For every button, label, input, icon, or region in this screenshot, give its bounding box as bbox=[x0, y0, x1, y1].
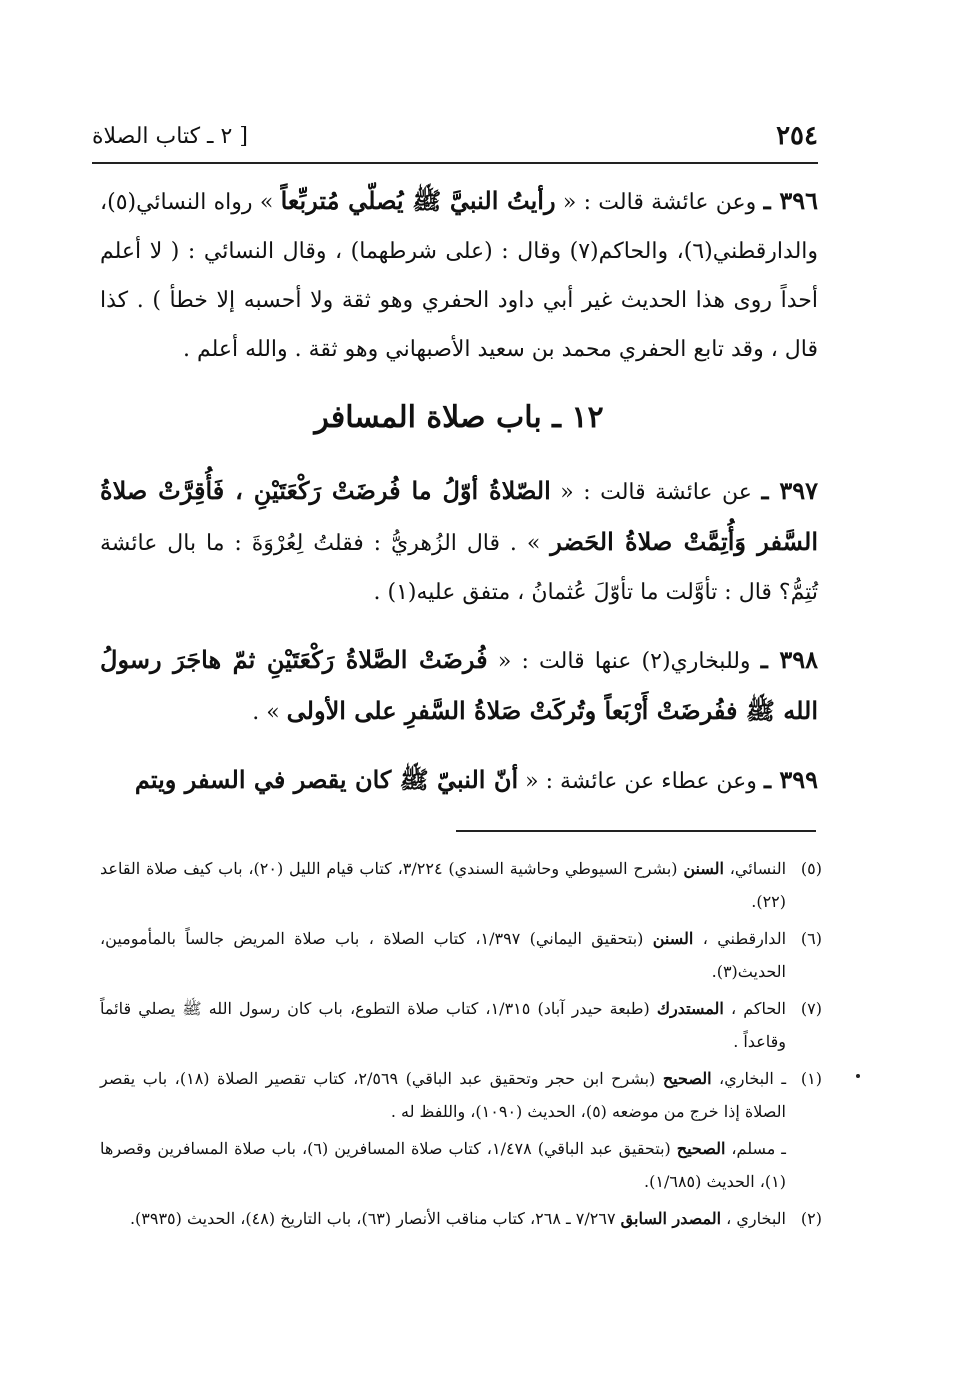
footnotes bbox=[100, 852, 822, 1239]
header-rule bbox=[92, 162, 818, 164]
footnote-work: السنن bbox=[683, 859, 724, 878]
footnote-mark: (٧) bbox=[800, 999, 822, 1018]
running-head: [ ٢ ـ كتاب الصلاة bbox=[92, 123, 248, 149]
footnote-text: (بشرح السيوطي وحاشية السندي) ٣/٢٢٤، كتاب قيام الليل (٢٠)، باب كيف صلاة القاعد (٢٢). bbox=[100, 859, 786, 911]
hadith-rest: » . قال الزُهريُّ : فقلتُ لِعُرْوَةَ : ما بال عائشة تُتِمُّ؟ قال : تأوَّلت ما تأوّلَ عُثمانُ ، متفق عليه(١) . bbox=[100, 531, 818, 605]
footnote-author: ـ البخاري، bbox=[719, 1069, 787, 1088]
footnote-author: ـ مسلم، bbox=[731, 1139, 786, 1158]
footnote-author: النسائي، bbox=[729, 859, 787, 878]
chapter-title: ١٢ ـ باب صلاة المسافر bbox=[314, 400, 604, 435]
page-header bbox=[92, 118, 818, 154]
hadith-quote: أنّ النبيّ ﷺ كان يقصر في السفر ويتم bbox=[134, 765, 519, 794]
hadith-quote: الصّلاةُ أوّلُ ما فُرضَتْ رَكْعَتَيْنِ ، فَأُقِرَّتْ صلاةُ السَّفر وَأُتِمَّتْ صلاةُ الحَضر bbox=[100, 476, 819, 556]
footnote-continuation bbox=[100, 1132, 822, 1198]
hadith-number: ٣٩٩ ـ bbox=[763, 765, 818, 794]
footnote bbox=[100, 1202, 822, 1235]
footnote bbox=[100, 922, 822, 988]
page-number: ٢٥٤ bbox=[776, 121, 818, 151]
hadith-rest: » . bbox=[252, 700, 280, 725]
hadith-398 bbox=[100, 635, 818, 737]
footnote-text: (بشرح ابن حجر وتحقيق عبد الباقي) ٢/٥٦٩، كتاب تقصير الصلاة (١٨)، باب يقصر الصلاة إذا خرج من موضعه (٥)، الحديث (١٠٩٠)، واللفظ له . bbox=[100, 1069, 786, 1121]
footnote-work: السنن bbox=[652, 929, 694, 948]
footnote-work: الصحيح bbox=[662, 1069, 712, 1088]
hadith-number: ٣٩٦ ـ bbox=[763, 186, 818, 215]
footnote-text: (طبعة حيدر آباد) ١/٣١٥، كتاب صلاة التطوع، باب كان رسول الله ﷺ يصلي قائماً وقاعداً . bbox=[100, 999, 786, 1051]
footnote-author: الدارقطني ، bbox=[702, 929, 787, 948]
footnote-rule bbox=[456, 830, 816, 832]
hadith-intro: وللبخاري(٢) عنها قالت : « bbox=[497, 649, 751, 674]
hadith-intro: عن عائشة قالت : « bbox=[560, 480, 752, 505]
footnote-mark: (١) bbox=[800, 1069, 822, 1088]
footnote-mark: (٥) bbox=[800, 859, 822, 878]
hadith-quote: فُرضَتْ الصَّلاةُ رَكْعَتَيْنِ ثمّ هاجَرَ رسولُ الله ﷺ ففُرضَتْ أَرْبَعاً وتُركَتْ صَلاةُ السَّفرِ على الأولى bbox=[100, 645, 818, 725]
hadith-397 bbox=[100, 466, 818, 617]
hadith-396 bbox=[100, 176, 818, 374]
footnote-work: المستدرك bbox=[656, 999, 724, 1018]
footnote-text: ٧/٢٦٧ ـ ٢٦٨، كتاب مناقب الأنصار (٦٣)، باب التاريخ (٤٨)، الحديث (٣٩٣٥). bbox=[129, 1209, 616, 1228]
footnote-mark: (٢) bbox=[800, 1209, 822, 1228]
footnote bbox=[100, 1062, 822, 1128]
footnote bbox=[100, 852, 822, 918]
main-text bbox=[100, 176, 818, 814]
margin-dot bbox=[856, 1074, 860, 1078]
footnote-text: (بتحقيق عبد الباقي) ١/٤٧٨، كتاب صلاة المسافرين (٦)، باب صلاة المسافرين وقصرها (١)، الحديث (١/٦٨٥). bbox=[100, 1139, 786, 1191]
hadith-rest: » رواه النسائي(٥)، والدارقطني(٦)، والحاكم(٧) وقال : (على شرطهما) ، وقال النسائي : ( لا أعلم أحداً روى هذا الحديث غير أبي داود الحفري وهو ثقة ولا أحسبه إلا خطأ ) . كذا قال ، وقد تابع الحفري محمد بن سعيد الأصبهاني وهو ثقة . والله أعلم . bbox=[100, 190, 819, 362]
footnote-text: (بتحقيق اليماني) ١/٣٩٧، كتاب الصلاة ، باب صلاة المريض جالساً بالمأمومين، الحديث(٣). bbox=[100, 929, 786, 981]
footnote-author: الحاكم ، bbox=[730, 999, 786, 1018]
footnote bbox=[100, 992, 822, 1058]
footnote-work: المصدر السابق bbox=[620, 1209, 722, 1228]
footnote-work: الصحيح bbox=[676, 1139, 726, 1158]
footnote-mark: (٦) bbox=[800, 929, 822, 948]
hadith-399 bbox=[100, 755, 818, 806]
hadith-number: ٣٩٨ ـ bbox=[760, 645, 818, 674]
hadith-quote: رأيتُ النبيَّ ﷺ يُصلّي مُتربِّعاً bbox=[280, 186, 556, 215]
hadith-intro: وعن عطاء عن عائشة : « bbox=[525, 769, 757, 794]
hadith-intro: وعن عائشة قالت : « bbox=[562, 190, 757, 215]
hadith-number: ٣٩٧ ـ bbox=[761, 476, 819, 505]
footnote-author: البخاري ، bbox=[726, 1209, 786, 1228]
